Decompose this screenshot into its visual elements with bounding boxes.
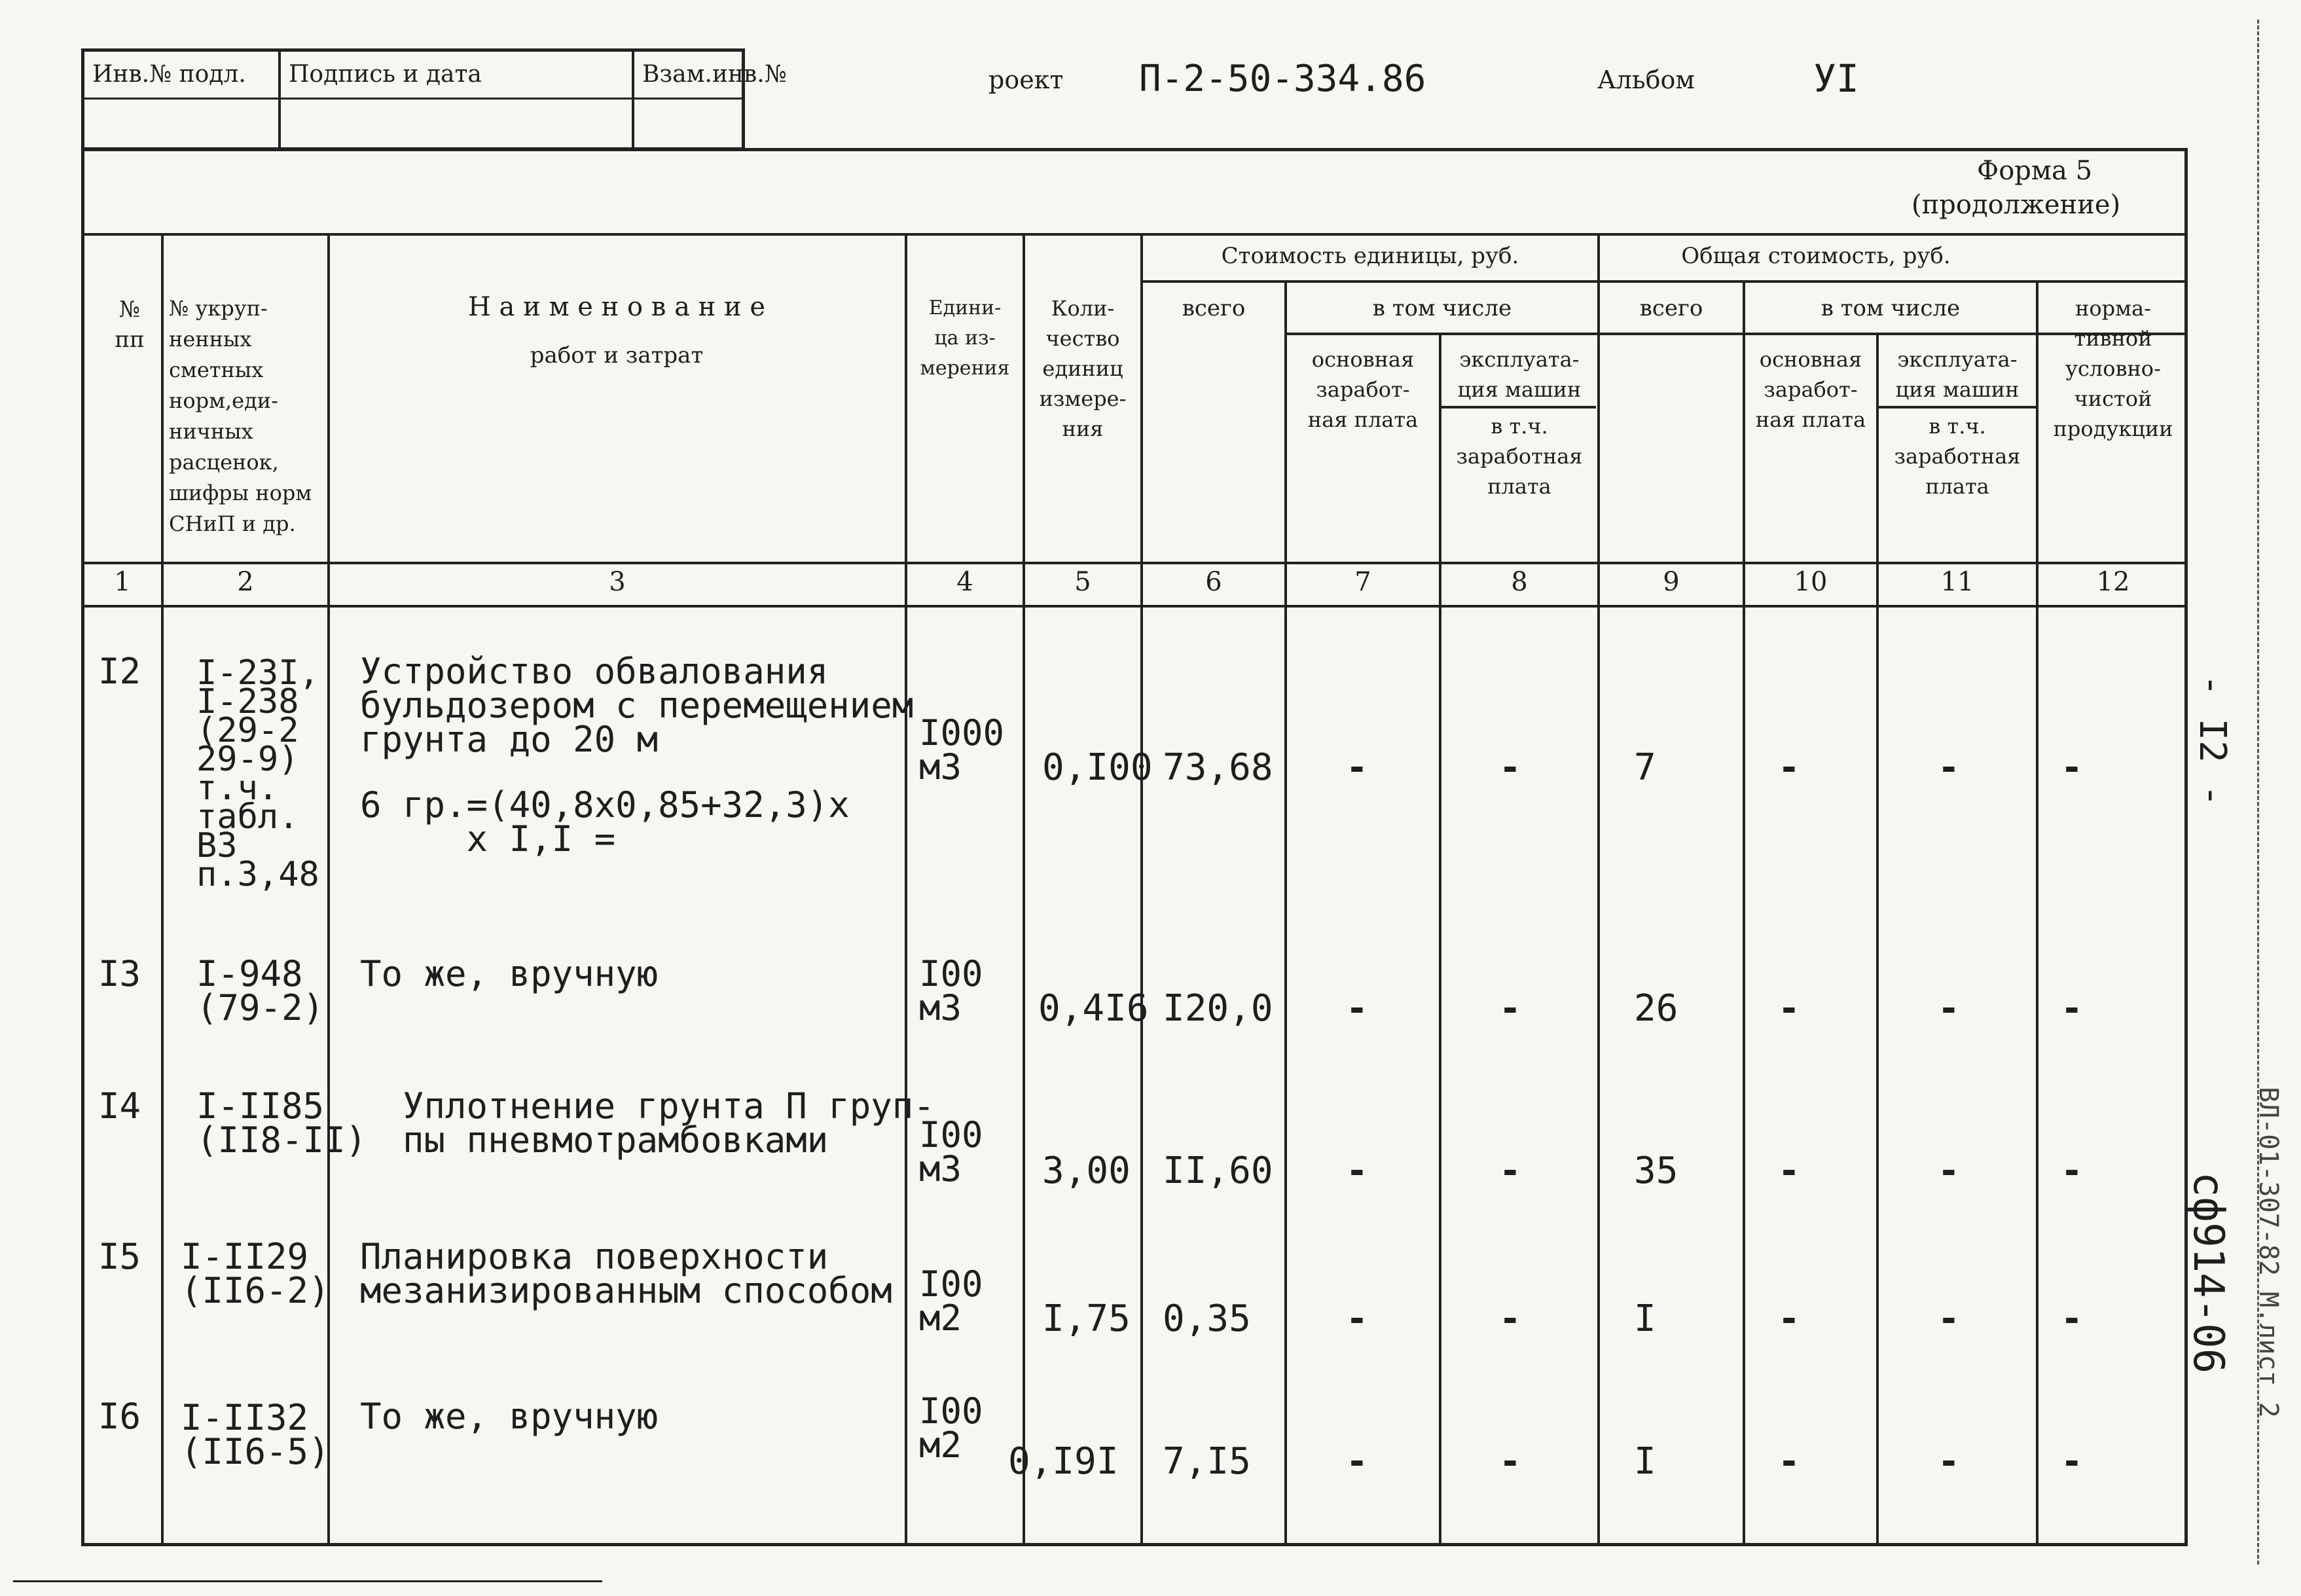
row-col8: - bbox=[1499, 1297, 1521, 1340]
row-norm-code: I-948 (79-2) bbox=[196, 953, 325, 1028]
form-title: Форма 5 bbox=[1977, 156, 2093, 186]
row-col10: - bbox=[1778, 1297, 1800, 1340]
stamp-vline bbox=[278, 98, 281, 150]
col-numbers-top-line bbox=[81, 562, 2188, 564]
doc-code: сф914-06 bbox=[2184, 1172, 2232, 1374]
row-norm-code: I-23I, I-238 (29-2 29-9) т.ч. табл. В3 п.3,48 bbox=[196, 653, 319, 894]
bottom-edge-line bbox=[13, 1580, 602, 1582]
page-number: - I2 - bbox=[2191, 674, 2234, 807]
header-unit-wage: основная заработ- ная плата bbox=[1307, 347, 1419, 432]
row-col12: - bbox=[2061, 1150, 2083, 1192]
row-col12: - bbox=[2061, 1440, 2083, 1483]
row-col8: - bbox=[1499, 1150, 1521, 1192]
row-number: I6 bbox=[98, 1396, 141, 1437]
col-number: 9 bbox=[1663, 567, 1680, 597]
row-col8: - bbox=[1499, 987, 1521, 1030]
row-col10: - bbox=[1778, 746, 1800, 789]
row-total-cost: 35 bbox=[1634, 1150, 1678, 1192]
row-col7: - bbox=[1346, 1297, 1368, 1340]
row-work-name: То же, вручную bbox=[360, 953, 659, 994]
row-col8: - bbox=[1499, 1440, 1521, 1483]
row-col11: - bbox=[1938, 1297, 1960, 1340]
row-unit-cost: 7,I5 bbox=[1163, 1440, 1251, 1483]
stamp-divider bbox=[84, 98, 742, 100]
row-col11: - bbox=[1938, 987, 1960, 1030]
binding-margin-line bbox=[2257, 20, 2259, 1565]
row-col8: - bbox=[1499, 746, 1521, 789]
stamp-signature-date: Подпись и дата bbox=[281, 52, 634, 98]
row-col10: - bbox=[1778, 1150, 1800, 1192]
stamp-vline bbox=[632, 98, 634, 150]
row-work-name: Уплотнение грунта П груп- пы пневмотрамбовками bbox=[403, 1085, 935, 1161]
col-line bbox=[161, 233, 164, 1546]
header-name-title: Н а и м е н о в а н и е bbox=[467, 292, 766, 322]
header-qty: Коли- чество единиц измере- ния bbox=[1039, 296, 1127, 441]
row-work-name: Устройство обвалования бульдозером с перемещением грунта до 20 м bbox=[360, 651, 914, 760]
header-total-machine-wage: в т.ч. заработная плата bbox=[1894, 414, 2021, 499]
project-code: П-2-50-334.86 bbox=[1139, 58, 1426, 100]
row-col11: - bbox=[1938, 1150, 1960, 1192]
col-line bbox=[905, 233, 907, 1546]
row-quantity: 3,00 bbox=[1042, 1150, 1131, 1192]
row-total-cost: 26 bbox=[1634, 987, 1678, 1030]
row-formula: 6 гр.=(40,8х0,85+32,3)х х I,I = bbox=[360, 784, 850, 860]
col-line bbox=[2036, 280, 2038, 1546]
header-total-machine: эксплуата- ция машин bbox=[1895, 347, 2020, 402]
header-name-sub: работ и затрат bbox=[530, 342, 704, 369]
header-total-cost: Общая стоимость, руб. bbox=[1681, 243, 1951, 269]
row-work-name: Планировка поверхности мезанизированным способом bbox=[360, 1236, 892, 1311]
header-num: № пп bbox=[115, 297, 145, 353]
machine-sub-line-2 bbox=[1879, 406, 2036, 408]
col-line bbox=[1743, 280, 1745, 1546]
row-total-cost: I bbox=[1634, 1440, 1656, 1483]
col-number: 10 bbox=[1794, 567, 1828, 597]
col-numbers-bottom-line bbox=[81, 605, 2188, 608]
cost-group-line bbox=[1140, 280, 2188, 283]
row-quantity: I,75 bbox=[1042, 1297, 1131, 1340]
row-number: I5 bbox=[98, 1236, 141, 1277]
col-line bbox=[1597, 233, 1600, 1546]
col-line bbox=[327, 233, 330, 1546]
col-number: 2 bbox=[237, 567, 254, 597]
row-unit: I00 м2 bbox=[919, 1263, 983, 1339]
row-norm-code: I-II29 (II6-2) bbox=[181, 1236, 330, 1311]
header-unit-machine-wage: в т.ч. заработная плата bbox=[1456, 414, 1583, 499]
col-number: 3 bbox=[609, 567, 626, 597]
row-col12: - bbox=[2061, 1297, 2083, 1340]
row-number: I2 bbox=[98, 651, 141, 692]
row-number: I3 bbox=[98, 953, 141, 994]
header-total-wage: основная заработ- ная плата bbox=[1755, 347, 1866, 432]
album-number: УI bbox=[1813, 56, 1859, 101]
row-unit-cost: 73,68 bbox=[1163, 746, 1273, 789]
header-total-all: всего bbox=[1639, 295, 1703, 321]
row-unit-cost: I20,0 bbox=[1163, 987, 1273, 1030]
row-unit: I00 м2 bbox=[919, 1390, 983, 1466]
header-unit-incl: в том числе bbox=[1372, 295, 1512, 321]
row-number: I4 bbox=[98, 1085, 141, 1127]
row-col10: - bbox=[1778, 987, 1800, 1030]
header-total-incl: в том числе bbox=[1821, 295, 1961, 321]
header-unit-machine: эксплуата- ция машин bbox=[1457, 347, 1582, 402]
row-col12: - bbox=[2061, 746, 2083, 789]
row-col11: - bbox=[1938, 746, 1960, 789]
col-number: 7 bbox=[1354, 567, 1371, 597]
row-unit: I00 м3 bbox=[919, 953, 983, 1028]
col-number: 4 bbox=[956, 567, 973, 597]
col-line bbox=[1876, 333, 1879, 1546]
col-number: 6 bbox=[1205, 567, 1222, 597]
row-col7: - bbox=[1346, 1150, 1368, 1192]
row-total-cost: I bbox=[1634, 1297, 1656, 1340]
col-line bbox=[1140, 233, 1143, 1546]
col-number: 11 bbox=[1940, 567, 1974, 597]
header-unit: Едини- ца из- мерения bbox=[920, 297, 1010, 380]
row-norm-code: I-II85 (II8-II) bbox=[196, 1085, 367, 1161]
stamp-replacement-inv: Взам.инв.№ bbox=[642, 61, 787, 88]
col-number: 8 bbox=[1511, 567, 1528, 597]
row-col7: - bbox=[1346, 1440, 1368, 1483]
col-line bbox=[1284, 280, 1287, 1546]
header-norms: № укруп- ненных сметных норм,еди- ничных расценок, шифры норм СНиП и др. bbox=[169, 296, 312, 536]
col-number: 1 bbox=[114, 567, 131, 597]
row-col7: - bbox=[1346, 746, 1368, 789]
header-unit-cost: Стоимость единицы, руб. bbox=[1221, 243, 1519, 269]
row-work-name: То же, вручную bbox=[360, 1396, 659, 1437]
row-unit: I00 м3 bbox=[919, 1114, 983, 1189]
row-quantity: 0,I9I bbox=[1008, 1440, 1119, 1483]
col-number: 5 bbox=[1074, 567, 1091, 597]
row-norm-code: I-II32 (II6-5) bbox=[181, 1397, 330, 1472]
row-quantity: 0,I00 bbox=[1042, 746, 1153, 789]
row-unit-cost: 0,35 bbox=[1163, 1297, 1251, 1340]
col-number: 12 bbox=[2096, 567, 2130, 597]
row-quantity: 0,4I6 bbox=[1038, 987, 1149, 1030]
stamp-inv-number: Инв.№ подл. bbox=[84, 52, 281, 98]
header-normative: норма- тивной условно- чистой продукции bbox=[2053, 296, 2173, 441]
signature-stamp bbox=[81, 48, 787, 151]
header-unit-all: всего bbox=[1182, 295, 1246, 321]
col-line bbox=[1439, 333, 1441, 1546]
row-col11: - bbox=[1938, 1440, 1960, 1483]
form-subtitle: (продолжение) bbox=[1911, 190, 2121, 220]
margin-stamp: ВЛ-01-307-82 М.лист 2 bbox=[2253, 1087, 2283, 1418]
machine-sub-line bbox=[1439, 406, 1596, 408]
album-label: Альбом bbox=[1597, 65, 1695, 94]
row-total-cost: 7 bbox=[1634, 746, 1656, 789]
row-col12: - bbox=[2061, 987, 2083, 1030]
header-top-line bbox=[81, 233, 2188, 236]
row-col10: - bbox=[1778, 1440, 1800, 1483]
project-label: роект bbox=[988, 65, 1064, 94]
row-col7: - bbox=[1346, 987, 1368, 1030]
row-unit-cost: II,60 bbox=[1163, 1150, 1273, 1192]
row-unit: I000 м3 bbox=[919, 712, 1005, 788]
